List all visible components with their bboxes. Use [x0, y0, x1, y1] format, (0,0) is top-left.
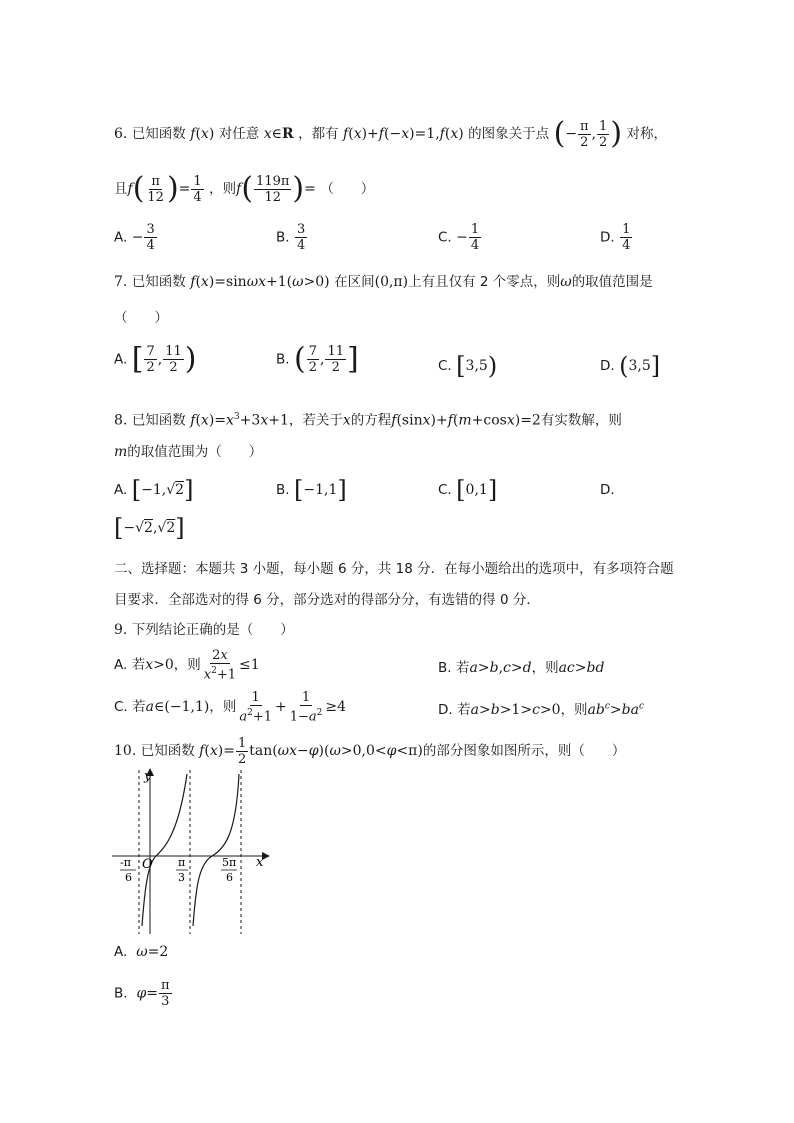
q7-line1: 7. 已知函数 f(x)=sinωx+1(ω>0) 在区间(0,π)上有且仅有 2 个零点，则ω的取值范围是	[114, 274, 653, 290]
q6-line1: 6. 已知函数 f(x) 对任意 x∈R ，都有 f(x)+f(−x)=1,f(x) 的图象关于点 (− $\frac{\pi}{2}$ , $\frac{1}{2}$ ) 对称，	[114, 116, 667, 151]
q10-tangent-graph	[108, 766, 278, 936]
tick-5pi-6	[221, 856, 237, 884]
q6-text-4: 的图象关于点	[468, 126, 550, 142]
q8-option-d[interactable]: D.	[600, 482, 615, 498]
q6-text-3: ，都有	[298, 126, 339, 142]
graph-x-label: x	[256, 855, 264, 870]
svg-text:6: 6	[226, 871, 233, 884]
tan-branch-2	[193, 774, 239, 926]
tick-pi-3	[176, 856, 188, 884]
q9-stem: 9. 下列结论正确的是（ ）	[114, 622, 294, 638]
q10-stem: 10. 已知函数 f(x)= $\frac{1}{2}$ tan(ωx−φ)(ω>0,0<φ<π)的部分图象如图所示，则（ ）	[114, 735, 626, 767]
tan-branch-1	[142, 774, 187, 926]
q7-option-a[interactable]: A. [ $\frac{7}{2}$ , $\frac{11}{2}$ )	[114, 341, 197, 377]
q8-option-d-value[interactable]: [−√2,√2]	[114, 514, 185, 542]
q10-option-b[interactable]: B. φ= $\frac{\pi}{3}$	[114, 978, 170, 1009]
q6-line2: 且f( $\frac{\pi}{12}$ )= $\frac{1}{4}$ ，则f( $\frac{119\pi}{12}$ )= （ ）	[114, 171, 375, 206]
svg-text:π: π	[178, 856, 186, 869]
q6-fx: f	[190, 126, 196, 142]
q10-option-a[interactable]: A. ω=2	[114, 944, 169, 960]
q8-number: 8.	[114, 412, 128, 429]
q6-number: 6.	[114, 126, 128, 142]
graph-y-label: y	[144, 769, 152, 784]
svg-text:6: 6	[125, 871, 132, 884]
q7-option-d[interactable]: D. (3,5]	[600, 352, 661, 380]
q8-line2: m的取值范围为（ ）	[114, 444, 263, 460]
q8-option-a[interactable]: A. [−1,√2]	[114, 476, 194, 504]
q6-text-8: （ ）	[320, 181, 375, 197]
q6-option-c[interactable]: C. − $\frac{1}{4}$	[438, 222, 480, 253]
q9-option-b[interactable]: B. 若a>b,c>d，则ac>bd	[438, 660, 605, 676]
q6-option-a[interactable]: A. − $\frac{3}{4}$	[114, 222, 155, 253]
q6-frac-pi2: $\frac{\pi}{2}$	[580, 118, 589, 150]
q7-option-b[interactable]: B. ( $\frac{7}{2}$ , $\frac{11}{2}$ ]	[276, 341, 359, 377]
q7-option-c[interactable]: C. [3,5)	[438, 352, 498, 380]
graph-origin-label: O	[142, 857, 153, 872]
section2-heading-2: 目要求．全部选对的得 6 分，部分选对的得部分分，有选错的得 0 分．	[114, 592, 540, 608]
svg-text:3: 3	[178, 871, 185, 884]
q6-text-7: ，则	[209, 181, 237, 197]
q9-option-d[interactable]: D. 若a>b>1>c>0，则$ab^c>ba^c$	[438, 701, 645, 718]
q6-text-5: 对称，	[626, 126, 667, 142]
svg-text:5π: 5π	[222, 856, 237, 869]
q9-option-c[interactable]: C. 若a∈(−1,1)，则 $\frac{1}{a^2+1}$ + $\frac{1}{1-a^2}$ ≥4	[114, 690, 347, 725]
q8-option-c[interactable]: C. [0,1]	[438, 476, 498, 504]
q6-text-2: 对任意	[218, 126, 260, 142]
q8-line1: 8. 已知函数 $f(x)=x^3+3x+1$，若关于x的方程f(sinx)+f(m+cosx)=2有实数解，则	[114, 412, 622, 429]
q6-option-d[interactable]: D. $\frac{1}{4}$	[600, 222, 631, 253]
tick-neg-pi-6	[120, 856, 136, 884]
section2-heading-1: 二、选择题：本题共 3 小题，每小题 6 分，共 18 分．在每小题给出的选项中，有多项符合题	[114, 561, 674, 577]
q6-text-1: 已知函数	[131, 126, 186, 142]
q6-text-6: 且	[114, 181, 128, 197]
q7-line2: （ ）	[114, 310, 168, 326]
q8-option-b[interactable]: B. [−1,1]	[276, 476, 347, 504]
q9-option-a[interactable]: A. 若x>0，则 $\frac{2x}{x^2+1}$ ≤1	[114, 648, 260, 683]
q7-number: 7.	[114, 274, 128, 290]
q6-option-b[interactable]: B. $\frac{3}{4}$	[276, 222, 306, 253]
svg-text:-π: -π	[120, 856, 131, 869]
